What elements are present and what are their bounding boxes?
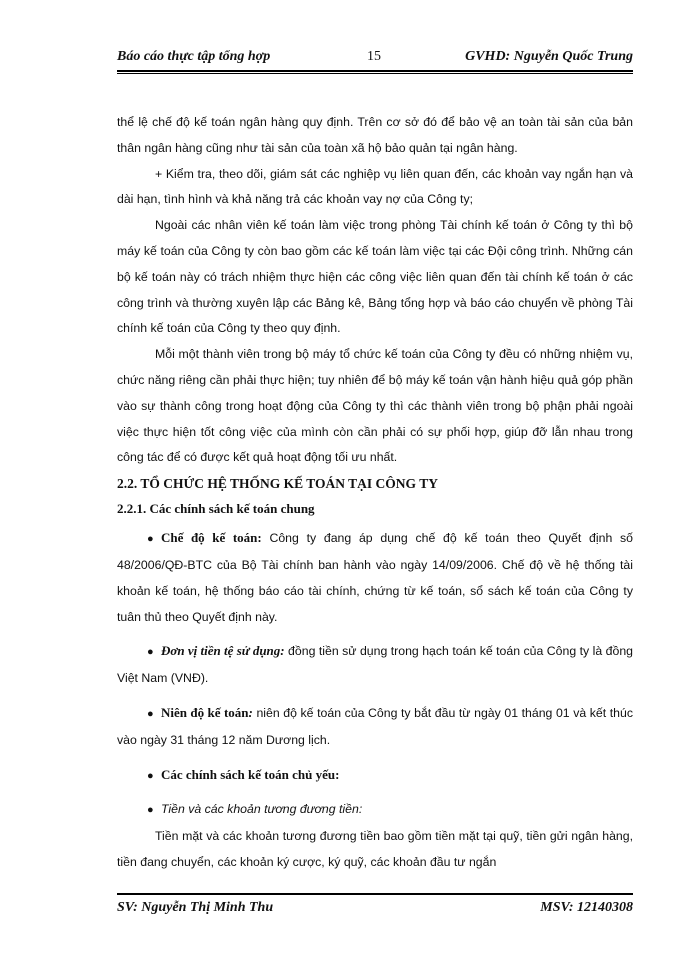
bullet-icon: ● (147, 533, 154, 546)
page-header (117, 44, 633, 70)
paragraph-3: Ngoài các nhân viên kế toán làm việc trong phòng Tài chính kế toán ở Công ty thì bộ máy kế toán của Công ty còn bao gồm các kế toán làm việc tại các Đội công trình. Những cán bộ kế toán này có trách nhiệm thực hiện các công việc liên quan đến tài chính kế toán ở các công trình và thường xuyên lập các Bảng kê, Bảng tổng hợp và báo cáo chuyển về phòng Tài chính kế toán của Công ty theo quy định. (117, 218, 633, 336)
bullet-icon: ● (147, 804, 154, 817)
bullet-icon: ● (147, 769, 154, 782)
header-rule-thick (117, 70, 633, 72)
header-supervisor: GVHD: Nguyễn Quốc Trung (465, 49, 633, 64)
page-footer (117, 898, 633, 920)
bullet-label: Đơn vị tiền tệ sử dụng: (161, 643, 285, 659)
paragraph-4: Mỗi một thành viên trong bộ máy tổ chức kế toán của Công ty đều có những nhiệm vụ, chức năng riêng cần phải thực hiện; tuy nhiên để bộ máy kế toán vận hành hiệu quả góp phần vào sự thành công trong hoạt động của Công ty thì các thành viên trong bộ phận phải ngoài việc thực hiện tốt công việc của mình còn cần phải có sự phối hợp, giúp đỡ lẫn nhau trong công tác để có được kết quả hoạt động tối ưu nhất. (117, 347, 633, 465)
bullet-label: Niên độ kế toán (161, 704, 249, 720)
bullet-item-cash (117, 797, 633, 824)
bullet-item-accounting-regime (117, 525, 633, 630)
bullet-item-currency (117, 638, 633, 692)
bullet-text: đồng tiền sử dụng trong hạch toán kế toán của Công ty là đồng Việt Nam (VNĐ). (117, 644, 634, 686)
bullet-label: Tiền và các khoản tương đương tiền: (161, 802, 363, 817)
subsection-heading-2-2-1: 2.2.1. Các chính sách kế toán chung (117, 501, 315, 517)
bullet-item-fiscal-year (117, 700, 633, 754)
document-body (117, 110, 633, 876)
paragraph-5: Tiền mặt và các khoản tương đương tiền bao gồm tiền mặt tại quỹ, tiền gửi ngân hàng, tiền đang chuyển, các khoản ký cược, ký quỹ, các khoản đầu tư ngắn (117, 829, 633, 869)
footer-student-id: MSV: 12140308 (540, 900, 633, 915)
header-rule-thin (117, 73, 633, 74)
bullet-text: niên độ kế toán của Công ty bắt đầu từ ngày 01 tháng 01 và kết thúc vào ngày 31 tháng 12 năm Dương lịch. (117, 705, 634, 747)
header-report-title: Báo cáo thực tập tổng hợp (117, 49, 271, 64)
bullet-text: Công ty đang áp dụng chế độ kế toán theo Quyết định số 48/2006/QĐ-BTC của Bộ Tài chính ban hành vào ngày 14/09/2006. Chế độ về hệ thống tài khoản kế toán, hệ thống báo cáo tài chính, chứng từ kế toán, sổ sách kế toán của Công ty tuân thủ theo Quyết định này. (117, 531, 633, 624)
bullet-icon: ● (147, 707, 154, 720)
footer-student-name: SV: Nguyễn Thị Minh Thu (117, 900, 274, 915)
bullet-label: Các chính sách kế toán chủ yếu: (161, 766, 340, 782)
section-heading-2-2: 2.2. TỔ CHỨC HỆ THỐNG KẾ TOÁN TẠI CÔNG TY (117, 476, 438, 492)
footer-rule (117, 893, 633, 895)
page-number: 15 (367, 49, 381, 64)
bullet-icon: ● (147, 646, 154, 659)
bullet-label-colon: : (248, 704, 253, 720)
paragraph-2: + Kiểm tra, theo dõi, giám sát các nghiệp vụ liên quan đến, các khoản vay ngắn hạn và dài hạn, tình hình và khả năng trả các khoản vay nợ của Công ty; (117, 166, 633, 207)
bullet-item-main-policies (117, 762, 633, 790)
paragraph-1: thể lệ chế độ kế toán ngân hàng quy định. Trên cơ sở đó để bảo vệ an toàn tài sản của bản thân ngân hàng cũng như tài sản của toàn xã hộ bảo quản tại ngân hàng. (117, 115, 633, 155)
bullet-label: Chế độ kế toán: (161, 530, 262, 546)
